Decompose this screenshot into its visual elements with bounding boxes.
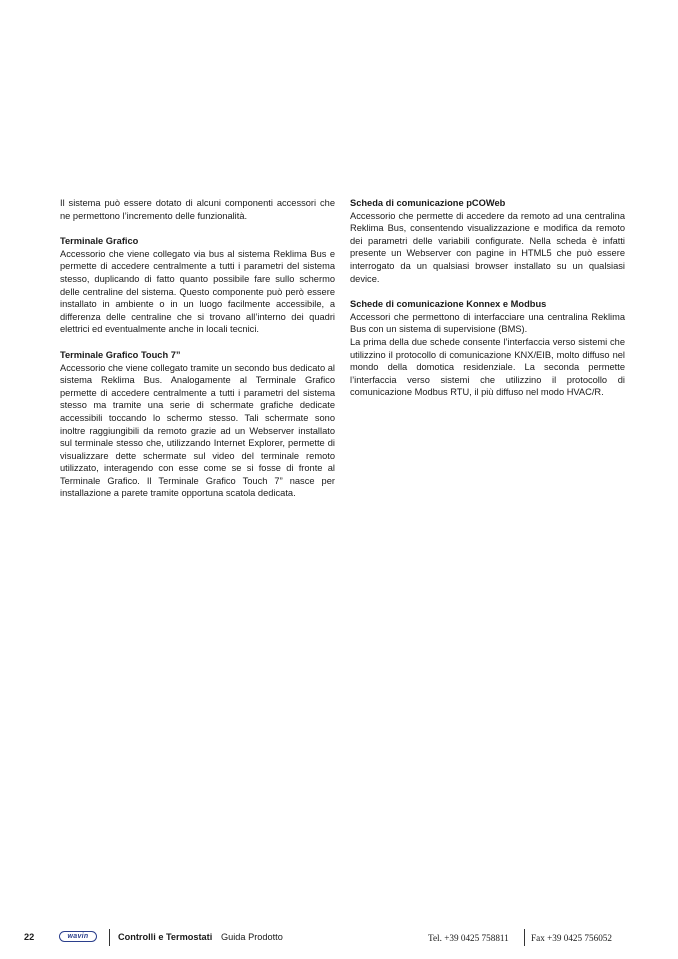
footer-fax: Fax +39 0425 756052 (531, 933, 612, 943)
logo-text: wavin (67, 933, 89, 940)
footer-telephone: Tel. +39 0425 758811 (428, 933, 509, 943)
section-heading-pcoweb: Scheda di comunicazione pCOWeb (350, 198, 506, 208)
section-body-pcoweb: Accessorio che permette di accedere da remoto ad una centralina Reklima Bus, consentendo visualizzazione e modifica da remoto dei parametri delle variabili configurate. Nella scheda è infatti presente un Webserver con pagine in HTML5 che può essere interrogato da un qualsiasi browser installato su un qualsiasi device. (350, 210, 625, 284)
section-heading-konnex-modbus: Schede di comunicazione Konnex e Modbus (350, 299, 547, 310)
footer-divider-contacts (524, 929, 525, 946)
section-body-konnex-modbus-2: La prima della due schede consente l’interfaccia verso sistemi che utilizzino il protocollo di comunicazione KNX/EIB, molto diffuso nel mondo della domotica residenziale. La seconda permette l’interfaccia verso sistemi che utilizzino il protocollo di comunicazione Modbus RTU, il più diffuso nel modo HVAC/R. (350, 336, 625, 398)
footer-divider (109, 929, 110, 946)
section-heading-terminale-touch: Terminale Grafico Touch 7” (60, 349, 181, 360)
section-body-terminale-touch: Accessorio che viene collegato tramite un secondo bus dedicato al sistema Reklima Bus. Analogamente al Terminale Grafico permette di accedere centralmente a tutti i parametri del sistema stesso ma tramite una serie di schermate grafiche dedicate accessibili toccando lo schermo stesso. Tali schermate sono inoltre raggiungibili da remoto grazie ad un Webserver installato sul terminale stesso che, utilizzando Internet Explorer, permette di visualizzare dette schermate sul video del terminale remoto utilizzato, interagendo con esse come se si fosse di fronte al Terminale Grafico. Il Terminale Grafico Touch 7” nasce per installazione a parete tramite opportuna scatola dedicata. (60, 362, 335, 499)
footer-title: Controlli e Termostati (118, 932, 213, 942)
footer-subtitle: Guida Prodotto (221, 932, 283, 942)
intro-paragraph: Il sistema può essere dotato di alcuni componenti accessori che ne permettono l’incremento delle funzionalità. (60, 198, 335, 221)
left-column (60, 197, 335, 500)
page-number: 22 (24, 932, 35, 942)
section-heading-terminale-grafico: Terminale Grafico (60, 236, 139, 247)
right-column (350, 197, 625, 399)
section-body-terminale-grafico: Accessorio che viene collegato via bus al sistema Reklima Bus e permette di accedere centralmente a tutti i parametri del sistema stesso, duplicando di fatto quanto possibile fare sullo schermo delle centraline del sistema. Questo componente può però essere installato in ambiente o in un luogo facilmente accessibile, a differenza delle centraline che si trovano all’interno dei quadri elettrici ed eventualmente anche in locali tecnici. (60, 248, 335, 335)
section-body-konnex-modbus-1: Accessori che permettono di interfacciare una centralina Reklima Bus con un sistema di supervisione (BMS). (350, 311, 625, 335)
wavin-logo (59, 931, 97, 942)
page-footer (0, 929, 678, 947)
